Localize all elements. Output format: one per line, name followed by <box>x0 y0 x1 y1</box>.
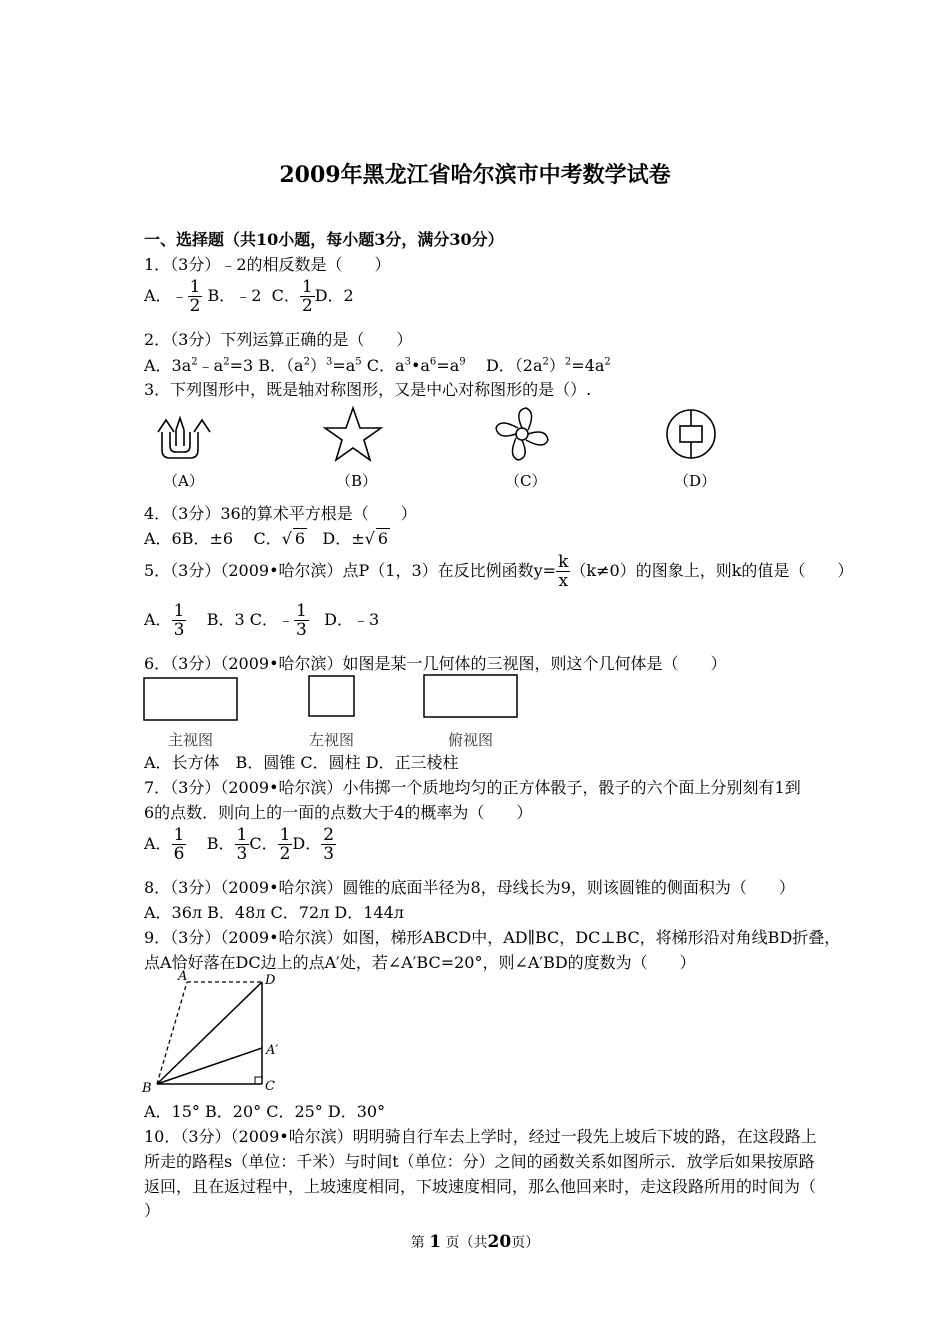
page-title: 2009年黑龙江省哈尔滨市中考数学试卷 <box>279 162 671 188</box>
figure-c-pinwheel-icon <box>496 408 548 460</box>
figure-a-label: （A） <box>163 472 204 490</box>
side-view-rect <box>309 676 354 716</box>
page-footer: 第 1 页（共20页） <box>410 1232 540 1252</box>
q10-line3: 返回，且在返过程中，上坡速度相同，下坡速度相同，那么他回来时，走这段路所用的时间为（ <box>144 1177 817 1196</box>
point-c-label: C <box>265 1079 275 1094</box>
q10-line4: ） <box>144 1201 161 1220</box>
q3-figures <box>150 402 750 472</box>
q4-options: A．6B．±6 C．√ 6 D．±√ 6 <box>144 529 388 548</box>
figure-a-arrows-icon <box>158 418 210 458</box>
q7-options: A． $\frac{1}{6}$ B． $\frac{1}{3}$ C． $\frac{1}{2}$ D． $\frac{2}{3}$ <box>144 825 335 864</box>
q9-trapezoid-figure <box>140 968 290 1094</box>
q6-stem: 6．（3分）（2009•哈尔滨）如图是某一几何体的三视图，则这个几何体是（ ） <box>144 654 727 673</box>
q1-stem: 1．（3分）﹣2的相反数是（ ） <box>144 255 391 274</box>
view-label-side: 左视图 <box>309 731 355 749</box>
view-label-front: 主视图 <box>168 731 214 749</box>
section-heading: 一、选择题（共10小题，每小题3分，满分30分） <box>144 230 504 249</box>
q9-line1: 9．（3分）（2009•哈尔滨）如图，梯形ABCD中，AD∥BC，DC⊥BC，将梯形沿对角线BD折叠， <box>144 928 841 947</box>
top-view-rect <box>424 675 517 717</box>
q4-stem: 4．（3分）36的算术平方根是（ ） <box>144 504 417 523</box>
q2-options: A．$3a^2﹣a^2=3$ B．$(a^2)^3=a^5$ C．$a^3•a^6=a^9$ D．$(2a^2)^2=4a^2$ <box>144 356 611 375</box>
front-view-rect <box>144 678 237 720</box>
q2-stem: 2．（3分）下列运算正确的是（ ） <box>144 330 413 349</box>
q10-line1: 10．（3分）（2009•哈尔滨）明明骑自行车去上学时，经过一段先上坡后下坡的路，在这段路上 <box>144 1127 817 1146</box>
figure-b-star-icon <box>325 408 381 460</box>
figure-c-label: （C） <box>505 472 547 490</box>
q9-line2: 点A恰好落在DC边上的点A′处，若∠A′BC=20°，则∠A′BD的度数为（ ） <box>144 953 696 972</box>
view-label-top: 俯视图 <box>448 731 494 749</box>
q9-options: A．15° B．20° C．25° D．30° <box>144 1102 386 1121</box>
q3-stem: 3．下列图形中，既是轴对称图形，又是中心对称图形的是（）. <box>144 380 592 399</box>
point-a-label: A <box>178 969 188 984</box>
q6-options: A．长方体 B．圆锥 C．圆柱 D．正三棱柱 <box>144 753 459 772</box>
point-a-prime-label: A′ <box>266 1043 279 1058</box>
figure-d-circle-square-icon <box>667 410 715 458</box>
q7-line1: 7．（3分）（2009•哈尔滨）小伟掷一个质地均匀的正方体骰子，骰子的六个面上分别刻有1到 <box>144 778 801 797</box>
q8-options: A．36л B．48л C．72л D．144л <box>144 903 404 922</box>
point-b-label: B <box>142 1081 152 1094</box>
figure-b-label: （B） <box>336 472 378 490</box>
q6-three-views <box>143 674 523 724</box>
q5-stem: 5．（3分）（2009•哈尔滨）点P（1，3）在反比例函数y= $\frac{k}{x}$ （k≠0）的图象上，则k的值是（ ） <box>144 552 854 591</box>
q8-stem: 8．（3分）（2009•哈尔滨）圆锥的底面半径为8，母线长为9，则该圆锥的侧面积为（ ） <box>144 878 795 897</box>
q10-line2: 所走的路程s（单位：千米）与时间t（单位：分）之间的函数关系如图所示．放学后如果按原路 <box>144 1152 815 1171</box>
point-d-label: D <box>265 973 276 988</box>
q1-options: A．﹣ $\frac{1}{2}$ B．﹣2 C． $\frac{1}{2}$ D．2 <box>144 277 354 316</box>
figure-d-label: （D） <box>674 472 717 490</box>
q7-line2: 6的点数．则向上的一面的点数大于4的概率为（ ） <box>144 803 533 822</box>
q5-options: A． $\frac{1}{3}$ B．3 C．﹣ $\frac{1}{3}$ D．﹣3 <box>144 601 380 640</box>
